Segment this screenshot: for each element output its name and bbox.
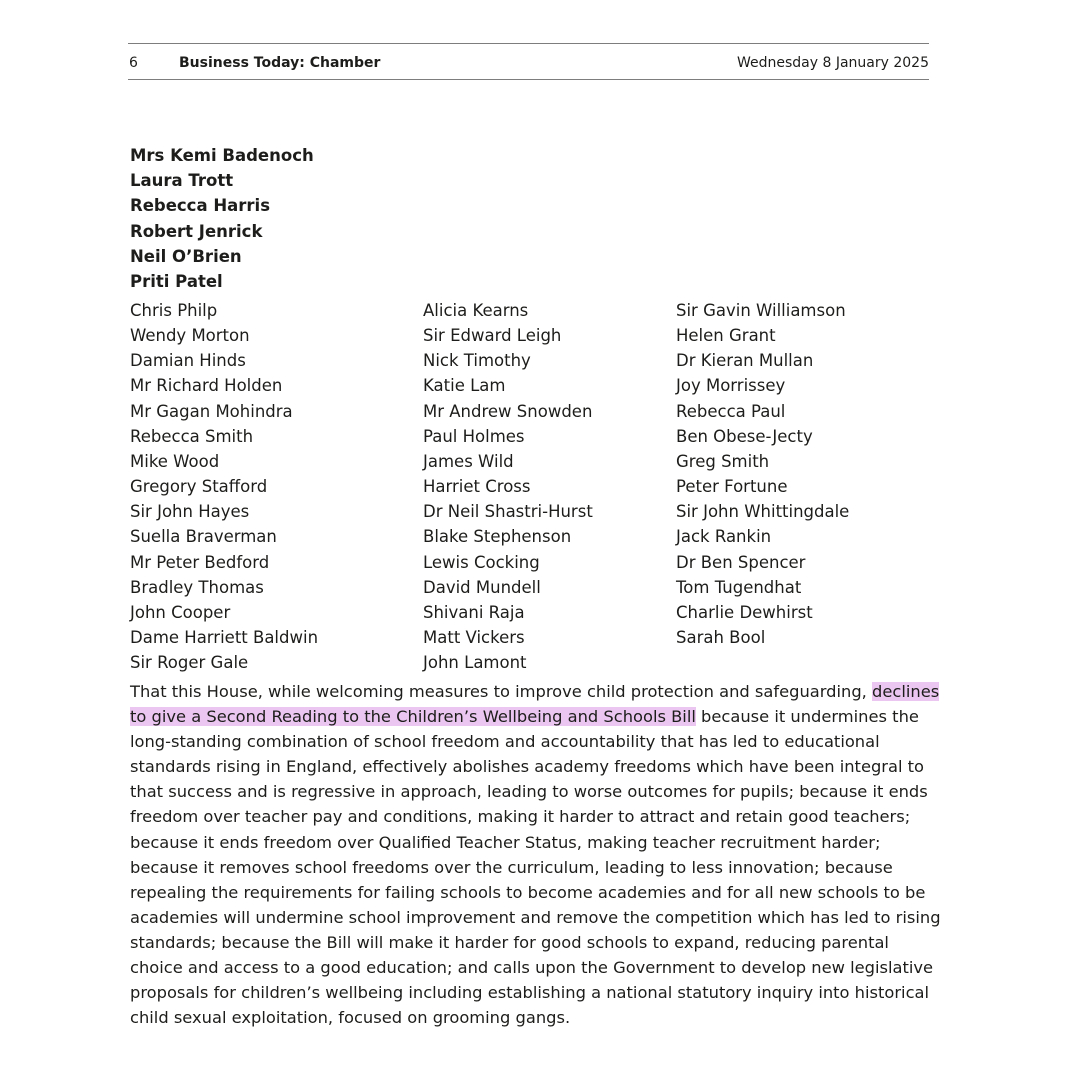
supporter-name: James Wild — [423, 451, 514, 471]
supporter-name: John Cooper — [130, 602, 231, 622]
sponsor-name: Priti Patel — [130, 272, 223, 292]
supporter-name: Shivani Raja — [423, 602, 525, 622]
supporter-name: Sir Gavin Williamson — [676, 301, 846, 320]
supporter-name: Paul Holmes — [423, 426, 525, 446]
sponsor-name: Robert Jenrick — [130, 221, 263, 241]
supporter-name: Dame Harriett Baldwin — [130, 628, 319, 648]
supporter-name: Matt Vickers — [423, 628, 525, 648]
supporter-name: Ben Obese-Jecty — [676, 426, 813, 446]
supporters-column-1 — [130, 298, 318, 675]
supporter-name: Joy Morrissey — [676, 376, 786, 396]
motion-text-rest: because it undermines the long-standing combination of school freedom and accountability that has led to educational standards rising in England, effectively abolishes academy freedoms which have been integral to that success and is regressive in approach, leading to worse outcomes for pupils; because it ends freedom over teacher pay and conditions, making it harder to attract and retain good teachers; because it ends freedom over Qualified Teacher Status, making teacher recruitment harder; because it removes school freedoms over the curriculum, leading to less innovation; because repealing the requirements for failing schools to become academies and for all new schools to be academies will undermine school improvement and remove the competition which has led to rising standards; because the Bill will make it harder for good schools to expand, reducing parental choice and access to a good education; and calls upon the Government to develop new legislative proposals for children’s wellbeing including establishing a national statutory inquiry into historical child sexual exploitation, focused on grooming gangs. — [130, 707, 941, 1028]
supporter-name: Mike Wood — [130, 451, 220, 471]
supporter-name: Blake Stephenson — [423, 527, 572, 547]
publication-title: Business Today: Chamber — [179, 55, 381, 71]
supporter-name: Rebecca Paul — [676, 401, 786, 421]
supporter-name: Gregory Stafford — [130, 477, 268, 497]
supporter-name: Peter Fortune — [676, 477, 788, 497]
supporter-name: Harriet Cross — [423, 477, 531, 497]
supporters-column-3 — [676, 298, 849, 650]
page-number: 6 — [129, 55, 138, 71]
supporter-name: Nick Timothy — [423, 351, 531, 371]
supporter-name: Mr Gagan Mohindra — [130, 401, 293, 421]
supporter-name: Katie Lam — [423, 376, 506, 396]
supporter-name: Wendy Morton — [130, 326, 250, 346]
motion-text — [130, 679, 942, 1030]
supporter-name: Mr Andrew Snowden — [423, 401, 593, 421]
supporter-name: Sir Edward Leigh — [423, 326, 562, 346]
supporter-name: John Lamont — [423, 653, 527, 673]
supporter-name: Mr Richard Holden — [130, 376, 283, 396]
supporter-name: Lewis Cocking — [423, 552, 540, 572]
supporter-name: Dr Neil Shastri-Hurst — [423, 502, 593, 522]
highlighted-text: declines to give a Second Reading to the Children’s Wellbeing and Schools Bill — [130, 682, 940, 727]
sponsor-name: Neil O’Brien — [130, 246, 242, 266]
supporter-name: Dr Ben Spencer — [676, 552, 806, 572]
supporter-name: Sir Roger Gale — [130, 653, 249, 673]
sponsor-name: Laura Trott — [130, 171, 234, 191]
supporter-name: Alicia Kearns — [423, 301, 529, 320]
supporter-name: Charlie Dewhirst — [676, 602, 813, 622]
supporter-name: David Mundell — [423, 577, 541, 597]
page-header — [128, 50, 929, 76]
supporter-name: Damian Hinds — [130, 351, 246, 371]
sponsor-name: Rebecca Harris — [130, 196, 271, 216]
motion-text-start: That this House, while welcoming measures to improve child protection and safeguarding, — [130, 682, 873, 701]
supporter-name: Greg Smith — [676, 451, 770, 471]
supporter-name: Sarah Bool — [676, 628, 766, 648]
publication-date: Wednesday 8 January 2025 — [736, 55, 929, 71]
supporter-name: Dr Kieran Mullan — [676, 351, 814, 371]
supporter-name: Chris Philp — [130, 301, 218, 320]
sponsor-name: Mrs Kemi Badenoch — [130, 146, 314, 165]
header-top-rule — [128, 43, 929, 44]
supporter-name: Tom Tugendhat — [676, 577, 802, 597]
supporters-column-2 — [423, 298, 593, 675]
supporter-name: Bradley Thomas — [130, 577, 264, 597]
header-bottom-rule — [128, 79, 929, 80]
supporter-name: Sir John Hayes — [130, 502, 250, 522]
supporter-name: Sir John Whittingdale — [676, 502, 850, 522]
sponsor-list — [130, 143, 314, 294]
supporter-name: Rebecca Smith — [130, 426, 254, 446]
supporter-name: Helen Grant — [676, 326, 776, 346]
supporter-name: Jack Rankin — [676, 527, 772, 547]
supporter-name: Mr Peter Bedford — [130, 552, 270, 572]
supporter-name: Suella Braverman — [130, 527, 277, 547]
